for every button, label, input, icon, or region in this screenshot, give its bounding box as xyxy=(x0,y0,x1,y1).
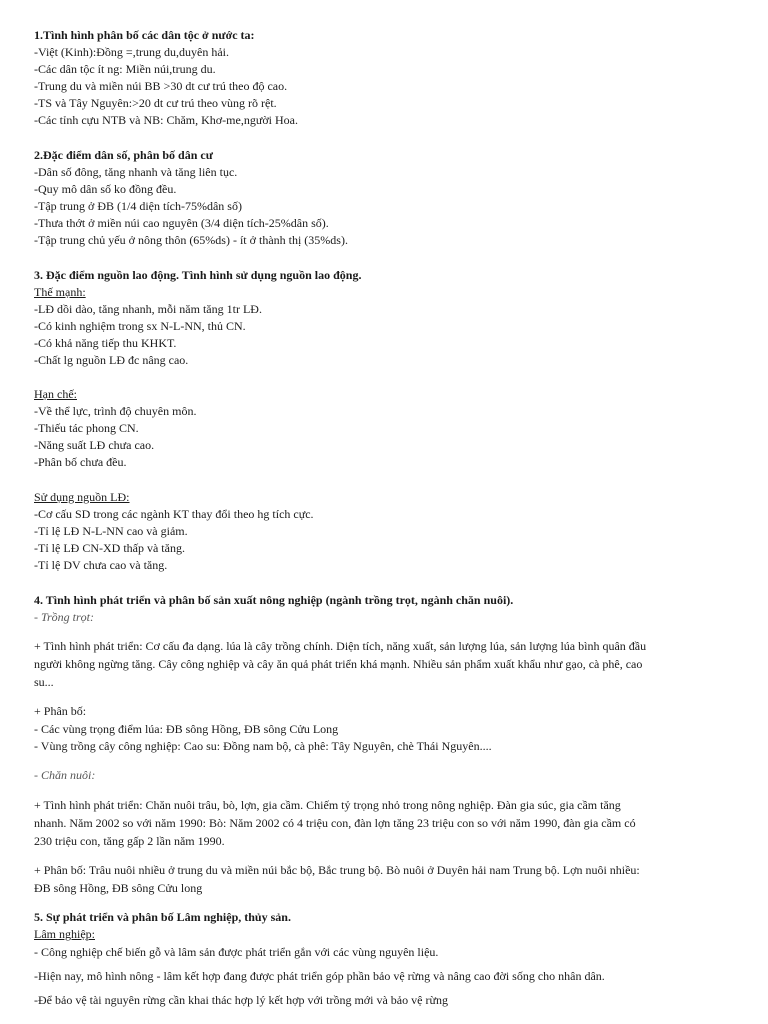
subheading-su-dung: Sử dụng nguồn LĐ: xyxy=(34,490,130,504)
text-line: -Việt (Kinh):Đồng =,trung du,duyên hải. xyxy=(34,45,230,59)
text-line: -Dân số đông, tăng nhanh và tăng liên tục. xyxy=(34,165,238,179)
subheading-the-manh: Thế mạnh: xyxy=(34,285,86,299)
text-line: -Tỉ lệ LĐ CN-XD thấp và tăng. xyxy=(34,541,185,555)
subheading-lam-nghiep: Lâm nghiệp: xyxy=(34,927,95,941)
text-line: + Tình hình phát triển: Chăn nuôi trâu, bò, lợn, gia cầm. Chiếm tỷ trọng nhỏ trong nông nghiệp. Đàn gia súc, gia cầm tăng xyxy=(34,798,621,812)
text-line: -Tập trung ở ĐB (1/4 diện tích-75%dân số) xyxy=(34,199,242,213)
text-line: -Có kinh nghiệm trong sx N-L-NN, thủ CN. xyxy=(34,319,246,333)
text-line: người không ngừng tăng. Cây công nghiệp và cây ăn quả phát triển khá mạnh. Nhiều sản phẩm xuất khẩu như gạo, cà phê, cao xyxy=(34,657,643,671)
text-line: -TS và Tây Nguyên:>20 dt cư trú theo vùng rõ rệt. xyxy=(34,96,277,110)
section-3-heading: 3. Đặc điểm nguồn lao động. Tình hình sử dụng nguồn lao động. xyxy=(34,268,362,282)
text-line: + Phân bố: Trâu nuôi nhiều ở trung du và miền núi bắc bộ, Bắc trung bộ. Bò nuôi ở Duyên hải nam Trung bộ. Lợn nuôi nhiều: xyxy=(34,863,640,877)
text-line: -Thưa thớt ở miền núi cao nguyên (3/4 diện tích-25%dân số). xyxy=(34,216,329,230)
text-line: -Tỉ lệ DV chưa cao và tăng. xyxy=(34,558,168,572)
text-line: -Có khả năng tiếp thu KHKT. xyxy=(34,336,177,350)
section-1-heading: 1.Tình hình phân bố các dân tộc ở nước ta: xyxy=(34,28,255,42)
text-line: -Về thể lực, trình độ chuyên môn. xyxy=(34,404,197,418)
text-line: -Thiếu tác phong CN. xyxy=(34,421,139,435)
text-line: -Để bảo vệ tài nguyên rừng cần khai thác hợp lý kết hợp với trồng mới và bảo vệ rừng xyxy=(34,993,448,1007)
text-line: -Năng suất LĐ chưa cao. xyxy=(34,438,155,452)
text-line: -Phân bố chưa đều. xyxy=(34,455,127,469)
text-line: + Phân bố: xyxy=(34,704,87,718)
text-line: -Tập trung chủ yếu ở nông thôn (65%ds) - ít ở thành thị (35%ds). xyxy=(34,233,348,247)
text-line: - Các vùng trọng điểm lúa: ĐB sông Hồng, ĐB sông Cửu Long xyxy=(34,722,339,736)
text-line: -Trung du và miền núi BB >30 dt cư trú theo độ cao. xyxy=(34,79,288,93)
text-line: -Hiện nay, mô hình nông - lâm kết hợp đang được phát triển góp phần bảo vệ rừng và nâng cao đời sống cho nhân dân. xyxy=(34,969,605,983)
section-2-heading: 2.Đặc điểm dân số, phân bố dân cư xyxy=(34,148,213,162)
section-4-heading: 4. Tình hình phát triển và phân bố sản xuất nông nghiệp (ngành trồng trọt, ngành chăn nuôi). xyxy=(34,593,514,607)
text-line: + Tình hình phát triển: Cơ cấu đa dạng. lúa là cây trồng chính. Diện tích, năng xuất, sản lượng lúa, sản lượng lúa bình quân đầu xyxy=(34,639,647,653)
subheading-han-che: Hạn chế: xyxy=(34,387,77,401)
subheading-chan-nuoi: - Chăn nuôi: xyxy=(34,768,96,782)
text-line: ĐB sông Hồng, ĐB sông Cửu long xyxy=(34,881,203,895)
text-line: - Vùng trồng cây công nghiệp: Cao su: Đồng nam bộ, cà phê: Tây Nguyên, chè Thái Nguyên.... xyxy=(34,739,492,753)
text-line: -Tỉ lệ LĐ N-L-NN cao và giảm. xyxy=(34,524,188,538)
text-line: -Các tỉnh cựu NTB và NB: Chăm, Khơ-me,người Hoa. xyxy=(34,113,298,127)
section-5-heading: 5. Sự phát triển và phân bố Lâm nghiệp, thủy sản. xyxy=(34,910,291,924)
text-line: nhanh. Năm 2002 so với năm 1990: Bò: Năm 2002 có 4 triệu con, đàn lợn tăng 23 triệu con so với năm 1990, đàn gia cầm có xyxy=(34,816,636,830)
text-line: -LĐ dồi dào, tăng nhanh, mỗi năm tăng 1tr LĐ. xyxy=(34,302,262,316)
text-line: -Quy mô dân số ko đồng đều. xyxy=(34,182,177,196)
text-line: -Cơ cấu SD trong các ngành KT thay đổi theo hg tích cực. xyxy=(34,507,314,521)
subheading-trong-trot: - Trồng trọt: xyxy=(34,610,95,624)
text-line: -Chất lg nguồn LĐ đc nâng cao. xyxy=(34,353,189,367)
text-line: -Các dân tộc ít ng: Miền núi,trung du. xyxy=(34,62,216,76)
text-line: - Công nghiệp chế biến gỗ và lâm sản được phát triển gắn với các vùng nguyên liệu. xyxy=(34,945,439,959)
text-line: su... xyxy=(34,675,54,689)
text-line: 230 triệu con, tăng gấp 2 lần năm 1990. xyxy=(34,834,225,848)
